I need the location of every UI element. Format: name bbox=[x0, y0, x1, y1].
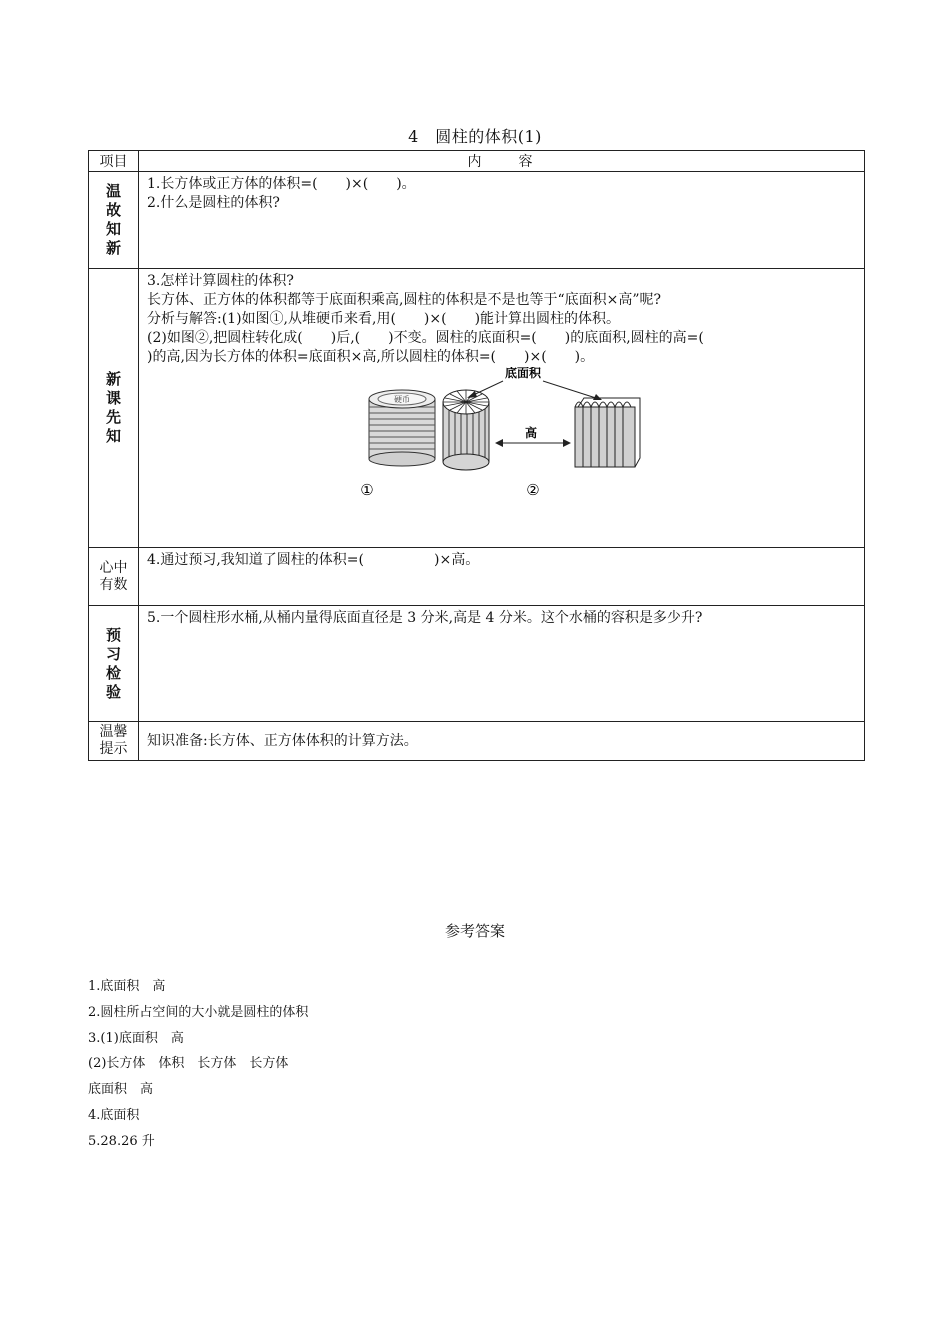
rearranged-cuboid bbox=[575, 398, 640, 467]
question-3-part-2a: (2)如图②,把圆柱转化成( )后,( )不变。圆柱的底面积=( )的底面积,圆柱的高=( bbox=[147, 330, 704, 346]
question-3-intro: 长方体、正方体的体积都等于底面积乘高,圆柱的体积是不是也等于“底面积×高”呢? bbox=[147, 292, 661, 308]
cylinder-diagram bbox=[147, 367, 747, 542]
base-area-annotation bbox=[467, 367, 602, 400]
answer-1: 1.底面积 高 bbox=[88, 979, 166, 994]
question-2: 2.什么是圆柱的体积? bbox=[147, 195, 280, 211]
row-content-check bbox=[139, 606, 865, 722]
row-label-new: 新 课 先 知 bbox=[89, 269, 139, 548]
answer-5: 5.28.26 升 bbox=[88, 1134, 155, 1149]
table-row-check bbox=[89, 606, 865, 722]
question-3-part-2b: )的高,因为长方体的体积=底面积×高,所以圆柱的体积=( )×( )。 bbox=[147, 349, 595, 365]
answer-3-3: 底面积 高 bbox=[88, 1082, 154, 1097]
coin-text: 硬币 bbox=[394, 395, 410, 404]
answer-2: 2.圆柱所占空间的大小就是圆柱的体积 bbox=[88, 1005, 309, 1020]
header-item: 项目 bbox=[89, 151, 139, 172]
coin-stack bbox=[369, 390, 435, 466]
question-5: 5.一个圆柱形水桶,从桶内量得底面直径是 3 分米,高是 4 分米。这个水桶的容积是多少升? bbox=[147, 610, 703, 626]
table-row-new bbox=[89, 269, 865, 548]
answer-4: 4.底面积 bbox=[88, 1108, 140, 1123]
cylinder-figure bbox=[147, 367, 747, 542]
question-3: 3.怎样计算圆柱的体积? bbox=[147, 273, 294, 289]
header-content: 内 容 bbox=[139, 151, 865, 172]
answer-3-2: (2)长方体 体积 长方体 长方体 bbox=[88, 1056, 289, 1071]
table-row-mind bbox=[89, 548, 865, 606]
question-4: 4.通过预习,我知道了圆柱的体积=( )×高。 bbox=[147, 552, 480, 568]
row-content-mind bbox=[139, 548, 865, 606]
tip-text: 知识准备:长方体、正方体体积的计算方法。 bbox=[147, 732, 418, 749]
answer-3-1: 3.(1)底面积 高 bbox=[88, 1031, 184, 1046]
row-label-tip: 温馨 提示 bbox=[89, 722, 139, 761]
preview-table bbox=[88, 150, 865, 761]
table-row-review bbox=[89, 172, 865, 269]
table-header-row bbox=[89, 151, 865, 172]
answers-title: 参考答案 bbox=[444, 922, 505, 940]
row-content-tip bbox=[139, 722, 865, 761]
sliced-cylinder bbox=[443, 390, 489, 470]
page-title: 4 圆柱的体积(1) bbox=[408, 127, 542, 146]
row-content-review bbox=[139, 172, 865, 269]
row-label-check: 预 习 检 验 bbox=[89, 606, 139, 722]
figure-2-label: ② bbox=[526, 481, 540, 499]
height-annotation bbox=[495, 425, 571, 447]
question-1: 1.长方体或正方体的体积=( )×( )。 bbox=[147, 176, 416, 192]
row-label-review: 温 故 知 新 bbox=[89, 172, 139, 269]
figure-1-label: ① bbox=[360, 481, 374, 499]
height-label: 高 bbox=[524, 426, 538, 440]
row-content-new bbox=[139, 269, 865, 548]
table-row-tip bbox=[89, 722, 865, 761]
row-label-mind: 心中 有数 bbox=[89, 548, 139, 606]
base-area-label: 底面积 bbox=[504, 367, 542, 380]
question-3-part-1: 分析与解答:(1)如图①,从堆硬币来看,用( )×( )能计算出圆柱的体积。 bbox=[147, 311, 621, 327]
